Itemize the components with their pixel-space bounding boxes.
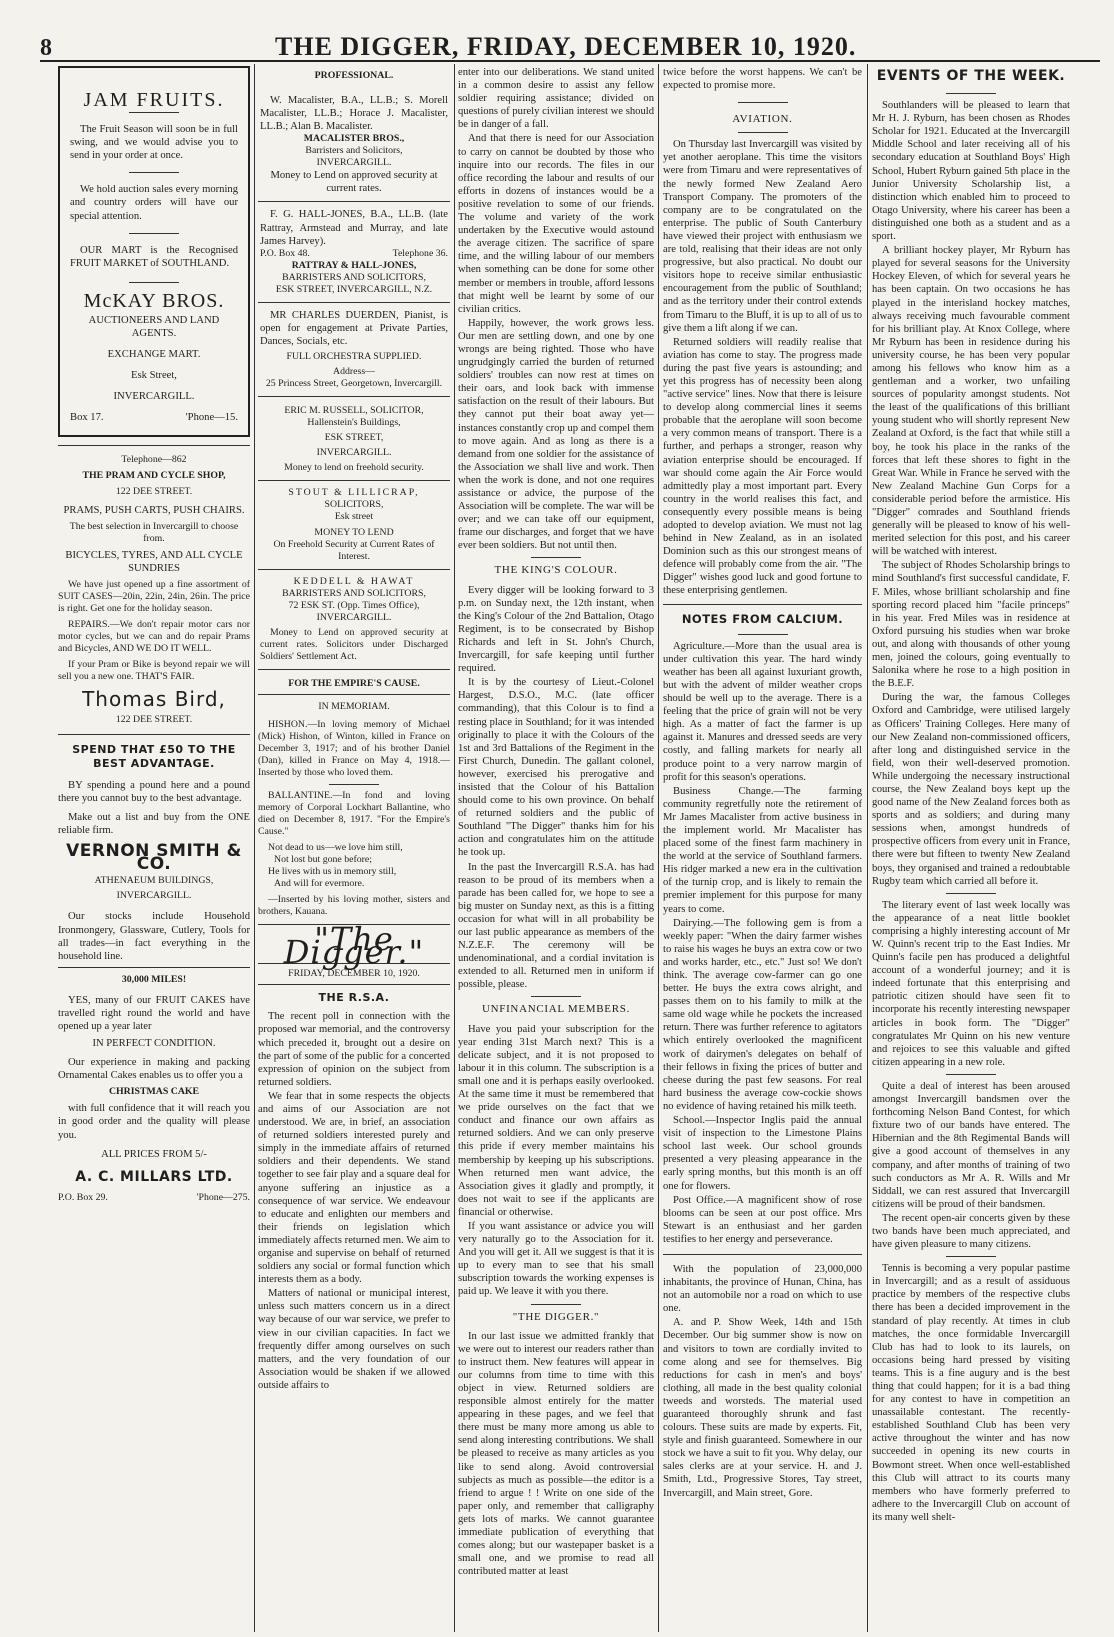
russell-advert [258,397,450,481]
millars-advert [58,974,250,1204]
events-heading: EVENTS OF THE WEEK. [876,68,1066,84]
pram-advert [58,454,250,726]
pram-address: 122 DEE STREET. [115,485,193,497]
prof-sub: Barristers and Solicitors, [305,145,403,157]
firm-box: Box 17. [70,412,104,424]
empire-heading: FOR THE EMPIRE'S CAUSE. [288,678,420,690]
column-divider [658,64,659,1632]
millars-text: with full confidence that it will reach you in good order and the quality will please you. [58,1103,250,1141]
prof-name: STOUT & LILLICRAP, [288,487,420,499]
prof-town: INVERCARGILL. [316,447,392,459]
vernon-advert [58,743,250,963]
prof-money: MONEY TO LEND [314,527,394,539]
article-paragraph: Agriculture.—More than the usual area is under cultivation this year. The hard windy weather has been all against luxuriant growth, but with the advent of milder weather crops should be well up to the average. There is a feeling that the price of grain will not be very high. As a matter of fact the farmer is up against it. Manures and dressed seeds are very costly, and falling markets for nearly all produce point to a very narrow margin of profit for this season's operations. [663,640,862,783]
vernon-town: INVERCARGILL. [116,890,192,902]
divider [946,1074,996,1075]
article-paragraph: And that there is need for our Association to carry on cannot be doubted by those who inquire into our records. The files in our office recording the labour and results of our efforts in dozens of instances would be a positive revelation to some of our friends. The volume and variety of the work undertaken by the Executive would astound the average citizen. The sacrifice of spare time, and the willing labour of our members when something can be done for some other member or members in trouble, afford lessons that might well be learnt by some of our civilian critics. [458,133,654,315]
divider [738,102,788,103]
divider [531,996,581,997]
pram-line: REPAIRS.—We don't repair motor cars nor motor cycles, but we can and do repair Prams and Bicycles, AND WE DO IT WELL. [58,618,250,654]
masthead-title: THE DIGGER, FRIDAY, DECEMBER 10, 1920. [275,32,857,61]
prof-text: F. G. HALL-JONES, B.A., LL.B. (late Rattray, Armstead and Murray, and late James Harvey). [260,209,448,247]
pram-line: BICYCLES, TYRES, AND ALL CYCLE SUNDRIES [65,549,243,574]
prof-address: 25 Princess Street, Georgetown, Invercargill. [265,378,443,390]
pram-line: The best selection in Invercargill to choose from. [69,520,239,544]
millars-text: YES, many of our FRUIT CAKES have travelled right round the world and have opened up a year later [58,994,250,1032]
prof-orchestra: FULL ORCHESTRA SUPPLIED. [286,351,422,363]
article-paragraph: Matters of national or municipal interest, unless such matters concern us in a direct way because of our war service, we prefer to view in our civilian capacities. In fact we frequently differ among ourselves on such matters, and the very foundation of our Association would be shaken if we allowed outside affairs to [258,1288,450,1391]
divider [946,893,996,894]
unfinancial-heading: UNFINANCIAL MEMBERS. [481,1003,631,1016]
divider [663,1254,862,1255]
divider [329,784,379,785]
memoriam-heading: IN MEMORIAM. [318,701,390,713]
divider [531,1304,581,1305]
prof-name: ERIC M. RUSSELL, SOLICITOR, [284,405,424,417]
pram-address-footer: 122 DEE STREET. [115,713,193,725]
divider [738,132,788,133]
firm-town: INVERCARGILL. [113,391,195,403]
article-paragraph: Quite a deal of interest has been aroused amongst Invercargill bandsmen over the forthcoming Nelson Band Contest, for which fixture two of our bands have entered. The Hibernian and the 8th Regimental Bands will give a good account of themselves in any company, and after months of training of two such conductors as Mr A. R. Wills and Mr Siddall, we can rest assured that Invercargill citizens will be proud of their bandsmen. [872,1080,1070,1210]
pram-telephone: Telephone—862 [121,453,187,465]
firm-phone: 'Phone—15. [185,412,238,424]
prof-building: Hallenstein's Buildings, [307,417,401,429]
vernon-building: ATHENAEUM BUILDINGS, [94,875,214,887]
article-paragraph: The subject of Rhodes Scholarship brings to mind Southland's first successful candidate, F. F. Miles, whose brilliant scholarship and fine sporting record placed him "facile princeps" in his year. Fred Miles was in residence at Oxford pursuing his studies when war broke out, and along with thousands of other young men, joined the colours, going eventually to Salonika where he rose to a high position in the B.E.F. [872,560,1070,690]
article-paragraph: Happily, however, the work grows less. Our men are settling down, and one by one wrongs are being righted. Those who have ungrudgingly carried the burden of returned soldiers' troubles can now rest at times on their oars, and look back with immense satisfaction on the result of their labours. But they cannot put their boat away yet—instances constantly crop up and compel them to move again. And as long as there is a demand from one soldier for the assistance of the Association we shall live and work. Then when the work is done, and not one requires assistance or advice, the purpose of the Association will be complete. The war will be over; and we can take off our equipment, frame our discharges, and forget that we have ever been soldiers. But not until then. [458,317,654,552]
prof-town: INVERCARGILL. [316,157,392,169]
column-3 [458,66,654,1626]
prof-street: Esk street [334,511,374,523]
divider [946,1256,996,1257]
divider [531,557,581,558]
vernon-text: BY spending a pound here and a pound there you cannot buy to the best advantage. [58,779,250,804]
memoriam-entry: —Inserted by his loving mother, sisters and brothers, Kauana. [258,894,450,918]
vernon-firm: VERNON SMITH & CO. [66,841,242,875]
divider [129,282,179,283]
article-paragraph: School.—Inspector Inglis paid the annual visit of inspection to the Limestone Plains school last week. Our school grounds presented a very pleasing appearance in the early spring months, but this month is an off one for flowers. [663,1115,862,1192]
article-paragraph: In our last issue we admitted frankly that we were out to interest our readers rather than to instruct them. New features will appear in our columns from time to time with this object in view. Returned soldiers are responsible almost entirely for the matter appearing in these pages, and we feel that there must be many more among us able to send along interesting contributions. We shall be pleased to receive as many articles as you like to send along. Avoid controversial subjects as much as possible—the editor is a friend to argue ! ! Write on one side of the paper only, and remember that calligraphy gets lots of marks. We cannot guarantee immediate publication of everything that comes along; but our wastepaper basket is a small one, and we promise to read all contributed matter at least [458,1330,654,1578]
prof-text: MR CHARLES DUERDEN, Pianist, is open for engagement at Private Parties, Dances, Socials, etc. [260,309,448,347]
page-number: 8 [40,35,52,61]
firm-street: Esk Street, [131,370,177,382]
article-paragraph: It is by the courtesy of Lieut.-Colonel Hargest, D.S.O., M.C. (late officer commanding), that this Colour is to find a resting place in Southland; for it was intended originally to place it with the Colours of the 1st and 3rd Battalions of the Regiment in the First Church, Dunedin. The gallant colonel, however, exercised his prerogative and insisted that the Colour of his Battalion should come to his own province. On behalf of returned soldiers and the public of Southland "The Digger" thanks him for his action and congratulates him on the attitude he took up. [458,677,654,859]
column-divider [867,64,868,1632]
the-digger-heading: "THE DIGGER." [512,1310,600,1323]
article-paragraph: A. and P. Show Week, 14th and 15th December. Our big summer show is now on and visitors to town are cordially invited to come along and see for themselves. Big reductions for cash in men's and boys' clothing, all made in the best quality colonial tweeds and worsteds. The material used guaranteed thoroughly shrunk and fast colours. These suits are made by experts. Fit, style and finish guaranteed. Somewhere in our stock we have a suit to fit you. Why delay, our sales clerks are at your service. H. and J. Smith, Ltd., Progressive Stores, Tay street, Invercargill, and Main street, Gore. [663,1317,862,1499]
calcium-heading: NOTES FROM CALCIUM. [681,611,844,626]
pram-shop-title: THE PRAM AND CYCLE SHOP, [82,469,226,481]
divider [738,634,788,635]
divider [258,694,450,695]
prof-text: Money to Lend on approved security at current rates. Solicitors under Discharged Soldiers' Settlement Act. [260,627,448,663]
millars-prices: ALL PRICES FROM 5/- [101,1148,207,1160]
article-paragraph: Tennis is becoming a very popular pastime in Invercargill; and as a result of assiduous practice by members of the respective clubs there has been a decided improvement in the standard of play recently. At times in club matches, the once formidable Invercargill Club has had to look to its laurels, on occasions being hard pressed by visiting teams. This is a fine augury and is the best thing that could happen; for it is a bad thing for any contest to have in competition an unassailable contestant. The recently-established Southland Club has been very active throughout the winter and has now succeeded in opening its new courts in Bowmont street. When once well-established this Club will attract to its courts many members who have formerly preferred to adhere to the Invercargill Club on account of its many well shelt- [872,1263,1070,1523]
issue-date: FRIDAY, DECEMBER 10, 1920. [288,968,420,980]
prof-text: Money to Lend on approved security at current rates. [270,170,438,195]
article-paragraph: The recent open-air concerts given by these two bands have been much appreciated, and have given pleasure to many citizens. [872,1212,1070,1251]
vernon-headline: SPEND THAT £50 TO THE BEST ADVANTAGE. [72,742,236,770]
article-paragraph: During the war, the famous Colleges Oxford and Cambridge, were utilised largely as Officers' Training Colleges. Here many of our New Zealand non-commissioned officers, after long and distinguished service in the field, won their well-deserved promotion. While undergoing the necessary instructional course, the New Zealand boys kept up the good name of the New Zealand forces both as sports and as soldiers; and during many sessions when, amongst hundreds of prospective officers from every unit in France, there were but fifteen to twenty New Zealand boys, they organised and trained a redoubtable Rugby team which carried all before it. [872,692,1070,887]
divider [258,984,450,985]
divider [129,112,179,113]
masthead-rule [40,60,1100,62]
firm-mart: EXCHANGE MART. [107,349,201,361]
millars-contacts [58,1192,250,1204]
divider [58,445,250,446]
article-paragraph: Dairying.—The following gem is from a weekly paper: "When the dairy farmer wishes to raise his wages he buys an extra cow or two and works harder, etc., etc." Just so! We don't think. The average cow-farmer can go one better. He buys the extra cows alright, and passes them on to his family to milk at the same old wage while he pockets the increased return. There was further reference to agitators which entirely overlooked the magnificent work of dairymen's delegates on behalf of their fellows in fixing the prices of butter and cheese during the past few seasons. For real hard business the average cow-cockie shows no evidence of having retained his milk teeth. [663,917,862,1112]
article-paragraph: With the population of 23,000,000 inhabitants, the province of Hunan, China, has not an automobile nor a road on which to use one. [663,1263,862,1315]
memoriam-entry: HISHON.—In loving memory of Michael (Mick) Hishon, of Winton, killed in France on December 3, 1917; and of his brother Daniel (Dan), killed in France on May 4, 1918.—Inserted by those who loved them. [258,719,450,779]
article-paragraph: Southlanders will be pleased to learn that Mr H. J. Ryburn, has been chosen as Rhodes Scholar for 1921. Educated at the Invercargill Middle School and later receiving all of his secondary education at Southland Boys' High School, Hubert Ryburn gained 5th place in the Junior University Scholarship list, a distinction which enabled him to proceed to Otago University, where his career has been a distinguished one both as a student and as a sport. [872,100,1070,243]
kings-colour-heading: THE KING'S COLOUR. [494,564,618,577]
column-4 [663,66,862,1626]
poem-line: Not dead to us—we love him still, [268,842,403,854]
stout-advert [258,481,450,570]
keddell-advert [258,570,450,670]
article-paragraph: A brilliant hockey player, Mr Ryburn has played for several seasons for the University Hockey Eleven, of which for several years he has been captain. On two occasions he has played in the interisland hockey matches, always receiving much favourable comment for his brilliant play. At Knox College, where Mr Ryburn has been in residence during his university course, he has been very popular among his fellows who know him as a gentleman and a worker, two unfailing sources of popularity amongst students. Not the least of the qualifications of this brilliant young student who will shortly represent New Zealand at Oxford, is the fact that while still a boy, he took his place in the ranks of the forces that left these shores to fight in the Great War. While in France he served with the New Zealand Machine Gun Corps for a considerable period before the armistice. His "Digger" comrades and Southland friends generally will be pleased to know of his well-merited selection for this post, and his career will be watched with interest. [872,245,1070,558]
firm-name: McKAY BROS. [83,289,225,312]
millars-cake: CHRISTMAS CAKE [108,1086,200,1098]
aviation-heading: AVIATION. [732,113,793,126]
millars-firm: A. C. MILLARS LTD. [75,1168,233,1185]
prof-text: On Freehold Security at Current Rates of Interest. [273,539,435,563]
advert-text: OUR MART is the Recognised FRUIT MARKET of SOUTHLAND. [70,244,238,269]
divider [663,604,862,605]
the-digger-logo: "The Digger." [283,920,425,972]
divider [129,172,179,173]
pram-firm: Thomas Bird, [82,686,226,711]
prof-firm: RATTRAY & HALL-JONES, [291,259,417,271]
pram-line: If your Pram or Bike is beyond repair we will sell you a new one. THAT'S FAIR. [58,658,250,682]
article-paragraph: enter into our deliberations. We stand united in a common desire to assist any fellow soldier requiring assistance; divided on questions of purely civilian interest we should be in danger of a fall. [458,67,654,131]
poem-line: And will for evermore. [274,878,365,890]
prof-address-heading: Address— [333,366,375,378]
prof-sub: BARRISTERS AND SOLICITORS, [282,588,426,600]
vernon-text: Our stocks include Household Ironmongery, Glassware, Cutlery, Tools for all trades—in fact everything in the household line. [58,911,250,962]
article-paragraph: Post Office.—A magnificent show of rose blooms can be seen at our post office. Mrs Stewart is an enthusiast and her garden testifies to her energy and perseverance. [663,1194,862,1245]
jam-fruits-advert [58,66,250,437]
millars-headline: 30,000 MILES! [121,973,187,985]
article-paragraph: Have you paid your subscription for the year ending 31st March next? This is a delicate subject, and it is not proposed to labour it in this column. The subscription is a small one and it is perhaps easily overlooked. At the same time it must be remembered that we pride ourselves on the fact that we conduct and finance our own affairs as returned soldiers. And we can only preserve this pride if every member maintains his membership by keeping up his subscriptions. When returned men want advice, the Association gives it gladly and promptly, it does not wait to see if the applicants are financial or otherwise. [458,1023,654,1218]
prof-sub: BARRISTERS AND SOLICITORS, [282,271,426,283]
article-paragraph: In the past the Invercargill R.S.A. has had reason to be proud of its members when a parade has been called for, we hope to see a big muster on Sunday next, as this is a fitting occasion for what will in all probability be our last public appearance as members of the N.Z.E.F. The ceremony will be undenominational, and a cordial invitation is extended to all. Returned men in uniform if possible, please. [458,861,654,991]
prof-name: KEDDELL & HAWAT [293,576,415,588]
column-1 [58,66,250,1626]
prof-firm: MACALISTER BROS., [303,133,405,145]
millars-phone: 'Phone—275. [196,1191,250,1203]
millars-condition: IN PERFECT CONDITION. [92,1038,216,1050]
millars-text: Our experience in making and packing Ornamental Cakes enables us to offer you a [58,1057,250,1082]
divider [129,233,179,234]
article-paragraph: On Thursday last Invercargill was visited by yet another aeroplane. This time the visitors were from Timaru and were representatives of the newly formed New Zealand Aero Transport Company. The promoters of the company are to be congratulated on the enterprise. The public of South Canterbury have viewed their project with enthusiasm we are told, realising that their ideas are not only progressive, but also practical. No doubt our visitors hope to receive similar enthusiastic encouragement from the public of Southland; and as the territory under their control extends from Timaru to the Bluff, it is up to all of us to give them a lift along if we can. [663,139,862,334]
divider [58,967,250,968]
rsa-heading: THE R.S.A. [318,991,390,1005]
article-paragraph: twice before the worst happens. We can't be expected to promise more. [663,67,862,92]
article-paragraph: If you want assistance or advice you will very naturally go to the Association for it. And you will get it. All we suggest is that it is up to every man to see that his small subscription towards the working expenses is paid up. We leave it with you there. [458,1220,654,1298]
article-paragraph: Every digger will be looking forward to 3 p.m. on Sunday next, the 12th instant, when the King's Colour of the 2nd Battalion, Otago Regiment, is to be consecrated by Bishop Richards and left in St. John's Church, Invercargill, for safe keeping until further required. [458,584,654,675]
prof-tel: Telephone 36. [392,247,448,259]
firm-contacts [70,411,238,424]
duerden-advert [258,303,450,397]
prof-text: Money to lend on freehold security. [284,462,424,474]
column-5 [872,66,1070,1626]
professional-heading: PROFESSIONAL. [314,70,394,81]
prof-contacts [260,248,448,260]
hall-jones-advert [258,202,450,302]
poem-line: Not lost but gone before; [274,854,372,866]
article-paragraph: Returned soldiers will readily realise that aviation has come to stay. The progress made during the past five years is astounding; and yet this progress has of necessity been along "active service" lines. Now that there is leisure to develop along commercial lines it seems probable that the aeroplane will soon become a very common means of transport. There is a further, and perhaps a stronger, reason why aviation enterprise should be encouraged. If war should come again the Air Force would admittedly play a most important part. Every country in the world realises this fact, and consequently every possible means is being adopted to develop aviation. We must not lag behind in New Zealand, as in an isolated Dominion such as this our strongest means of defence will probably come from the air. "The Digger" wishes good luck and good fortune to these enterprising gentlemen. [663,336,862,597]
column-2 [258,66,450,1626]
prof-address: ESK STREET, INVERCARGILL, N.Z. [275,283,433,295]
article-paragraph: The literary event of last week locally was the appearance of a neat little booklet comprising a highly interesting account of Mr W. Quinn's recent trip to the East Indies. Mr Quinn's facile pen has produced a delightful account of a wonderful journey; and it is indeed fortunate that this enterprising and patriotic citizen should have seen fit to incorporate his recently interesting newspaper articles in book form. The "Digger" congratulates Mr Quinn on his new venture and rejoices to see this valuable and gifted citizen appearing in a new role. [872,899,1070,1068]
advert-text: The Fruit Season will soon be in full swing, and we would advise you to send in your order at once. [70,124,238,162]
pram-line: We have just opened up a fine assortment of SUIT CASES—20in, 22in, 24in, 26in. The price is right. Get one for the holiday season. [58,578,250,614]
prof-street: ESK STREET, [324,432,384,444]
divider [946,93,996,94]
article-paragraph: We fear that in some respects the objects and aims of our Association are not understood. We are, in brief, an association of returned soldiers interested purely and simply in the immediate affairs of returned soldiers and their dependents. We stand together to see fair play and a square deal for anyone suffering an injustice as a consequence of war service. We endeavour to educate and enlighten our members and their friends on legislation which immediately affects returned men. We aim to organise and supervise on behalf of returned soldiers any social or formal function which interests them as a body. [258,1090,450,1286]
advert-title: JAM FRUITS. [83,89,225,111]
firm-subtitle: AUCTIONEERS AND LAND AGENTS. [88,314,220,340]
prof-address: 72 ESK ST. (Opp. Times Office), INVERCARGILL. [288,600,420,624]
poem-line: He lives with us in memory still, [268,866,397,878]
prof-sub: SOLICITORS, [324,499,384,511]
prof-text: W. Macalister, B.A., LL.B.; S. Morell Macalister, LL.B.; Horace J. Macalister, LL.B.; Alan B. Macalister. [260,95,448,133]
macalister-advert [258,88,450,202]
article-paragraph: Business Change.—The farming community regretfully note the retirement of Mr James Macalister from active business in the implement world. Mr Macalister has placed some of the finest farm machinery in the world at the service of Southland farmers. His ridger marked a new era in the cultivation of the turnip crop, and is likely to remain the premier implement for this purpose for many years to come. [663,785,862,915]
millars-box: P.O. Box 29. [58,1191,108,1203]
column-divider [254,64,255,1632]
pram-line: PRAMS, PUSH CARTS, PUSH CHAIRS. [63,504,245,516]
column-divider [454,64,455,1632]
article-paragraph: The recent poll in connection with the proposed war memorial, and the controversy which preceded it, brought out a desire on the part of some of the public for a concerted expression of opinion on the subject from returned soldiers. [258,1011,450,1088]
prof-box: P.O. Box 48. [260,247,310,259]
advert-text: We hold auction sales every morning and country orders will have our special attention. [70,184,238,222]
memoriam-entry: BALLANTINE.—In fond and loving memory of Corporal Lockhart Ballantine, who died on December 8, 1917. "For the Empire's Cause." [258,790,450,838]
vernon-text: Make out a list and buy from the ONE reliable firm. [58,812,250,837]
divider [58,734,250,735]
memoriam-poem [258,842,450,890]
